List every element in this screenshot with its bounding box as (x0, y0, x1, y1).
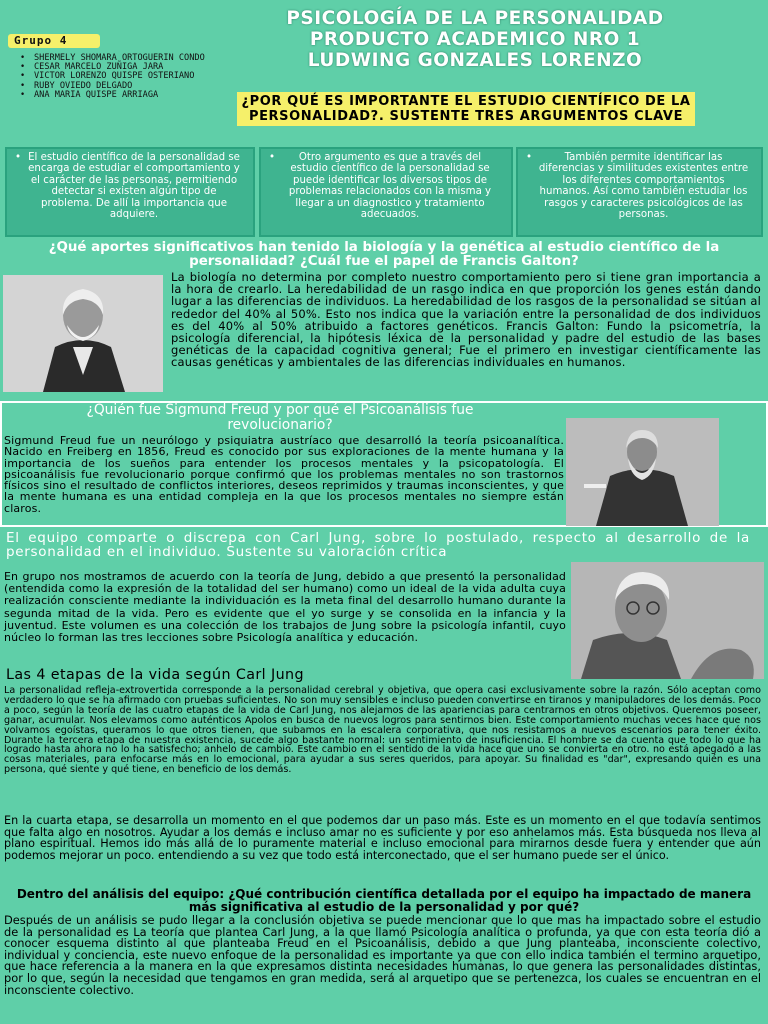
galton-heading: ¿Qué aportes significativos han tenido la biología y la genética al estudio científico de la personalidad? ¿Cuál fue el papel de Francis Galton? (48, 240, 720, 269)
argument-text: Otro argumento es que a través del estudio científico de la personalidad se puede identificar los diversos tipos de problemas relacionados con la misma y llegar a un diagnostico y tratamiento adecuados. (288, 152, 492, 221)
argument-card-1 (5, 147, 255, 237)
stages-text-fourth: En la cuarta etapa, se desarrolla un momento en el que podemos dar un paso más. Este es un momento en el que todavía sentimos que falta algo en nosotros. Ayudar a los demás e incluso amar no es suficiente y por eso anhelamos más. Esta búsqueda nos lleva al plano espiritual. Hemos ido más allá de lo puramente material e incluso emocional para mirarnos desde fuera y entender que aún podemos mejorar un poco. entendiendo a su vez que todo está interconectado, que el ser humano puede ser el único. (4, 814, 761, 862)
member-item: • RUBY OVIEDO DELGADO (20, 82, 235, 91)
galton-text: La biología no determina por completo nuestro comportamiento pero si tiene gran importancia a la hora de crearlo. La heredabilidad de un rasgo indica en que proporción los genes están dando lugar a las diferencias de individuos. La heredabilidad de los rasgos de la personalidad se sitúan al rededor del 40% al 50%. Esto nos indica que la variación entre la personalidad de dos individuos es del 40% al 50% atribuido a factores genéticos. Francis Galton: Fundo la psicometría, la psicología diferencial, la hipótesis léxica de la personalidad y padre del estudio de las bases genéticas de la capacidad cognitiva general; Fue el primero en investigar científicamente las causas genéticas y ambientales de las diferencias individuales en humanos. (171, 270, 761, 370)
bullet-icon: • (526, 152, 533, 163)
title-line-3: LUDWING GONZALES LORENZO (307, 50, 643, 71)
argument-card-3 (516, 147, 763, 237)
group-badge: Grupo 4 (8, 34, 100, 48)
bullet-icon: • (15, 152, 22, 163)
jung-portrait (571, 562, 764, 679)
member-item: • VICTOR LORENZO QUISPE OSTERIANO (20, 72, 235, 81)
freud-portrait (566, 418, 719, 526)
freud-heading: ¿Quién fue Sigmund Freud y por qué el Psicoanálisis fue revolucionario? (86, 402, 474, 433)
analysis-text: Después de un análisis se pudo llegar a la conclusión objetiva se puede mencionar que lo que mas ha impactado sobre el estudio de la personalidad es La teoría que plantea Carl Jung, a la que llamó Psicología analítica o profunda, ya que con esta teoría dió a conocer esquema distinto al que planteaba Freud en el Psicoanálisis, debido a que Jung planteaba, inconsciente colectivo, individual y conciencia, este nuevo enfoque de la personalidad es importante ya que con ello indica también el termino arquetipo, que hace referencia a la manera en la que expresamos distinta necesidades humanas, lo que genera las personalidades distintas, por lo que, según la necesidad que tengamos en gran medida, será al arquetipo que se pertenezca, los cuales se encuentran en el inconsciente colectivo. (4, 913, 761, 997)
stages-text-small: La personalidad refleja-extrovertida corresponde a la personalidad cerebral y objetiva, que opera casi exclusivamente sobre la razón. Sólo aceptan como verdadero lo que se ha afirmado con pruebas suficientes. No son muy sensibles e incluso pueden convertirse en tiranos y manipuladores de los demás. Poco a poco, según la teoría de las cuatro etapas de la vida de Carl Jung, nos alejamos de las apariencias para centrarnos en otros objetivos. Queremos poseer, ganar, acumular. Nos elevamos como auténticos Apolos en busca de nuevos logros para sentirnos bien. Este comportamiento muchas veces hace que nos volvamos egoístas, queramos lo que otros tienen, que subamos en la escalera corporativa, que nos resistamos a nuevos escenarios para tener éxito. Durante la tercera etapa de nuestra existencia, sucede algo bastante normal: un sentimiento de insuficiencia. El hombre se da cuenta que todo lo que ha logrado hasta ahora no lo ha satisfecho; anhelo de cambio. Este cambio en el sentido de la vida hace que uno se convierta en otro. no está apegado a las cosas materiales, para enfocarse más en lo emocional, para ayudar a sus seres queridos, para apoyar. Su finalidad es "dar", expresando quién es una persona, qué siente y qué tiene, en beneficio de los demás. (4, 685, 761, 776)
bullet-icon: • (269, 152, 276, 163)
main-question: ¿POR QUÉ ES IMPORTANTE EL ESTUDIO CIENTÍFICO DE LA PERSONALIDAD?. SUSTENTE TRES ARGUMENTOS CLAVE (237, 92, 695, 126)
galton-portrait (3, 275, 163, 392)
title-line-2: PRODUCTO ACADEMICO NRO 1 (309, 29, 641, 50)
member-item: • CESAR MARCELO ZUÑIGA JARA (20, 63, 235, 72)
poster-title (185, 8, 765, 71)
member-list (20, 54, 235, 100)
title-line-1: PSICOLOGÍA DE LA PERSONALIDAD (286, 8, 664, 29)
argument-cards (5, 147, 763, 237)
argument-text: El estudio científico de la personalidad se encarga de estudiar el comportamiento y el carácter de las personas, permitiendo detectar si existen algún tipo de problema. De allí la importancia que adquiere. (28, 152, 240, 221)
argument-card-2 (259, 147, 513, 237)
analysis-heading: Dentro del análisis del equipo: ¿Qué contribución científica detallada por el equipo ha impactado de manera más significativa al estudio de la personalidad y por qué? (16, 887, 752, 914)
member-item: • SHERMELY SHOMARA ORTOGUERIN CONDO (20, 54, 235, 63)
freud-text: Sigmund Freud fue un neurólogo y psiquiatra austríaco que desarrolló la teoría psicoanalítica. Nacido en Freiberg en 1856, Freud es conocido por sus exploraciones de la mente humana y la importancia de los sueños para entender los procesos mentales y la psicopatología. El psicoanálisis fue revolucionario porque confirmó que los problemas mentales no son trastornos físicos sino el resultado de conflictos interiores, deseos reprimidos y traumas inconscientes, y que la mente humana es una entidad compleja en la que los procesos mentales no siempre están claros. (4, 434, 564, 515)
jung-text: En grupo nos mostramos de acuerdo con la teoría de Jung, debido a que presentó la personalidad (entendida como la expresión de la totalidad del ser humano) como un ideal de la vida adulta cuya realización consciente mediante la individuación es la meta final del desarrollo humano durante la segunda mitad de la vida. Pero es evidente que el yo surge y se consolida en la infancia y la juventud. Este volumen es una colección de los trabajos de Jung sobre la psicología infantil, cuyo núcleo lo forman las tres lecciones sobre Psicología analítica y educación. (4, 570, 566, 645)
member-item: • ANA MARIA QUISPE ARRIAGA (20, 91, 235, 100)
jung-heading: El equipo comparte o discrepa con Carl Jung, sobre lo postulado, respecto al desarrollo de la personalidad en el individuo. Sustente su valoración crítica (6, 530, 750, 560)
stages-heading: Las 4 etapas de la vida según Carl Jung (6, 667, 304, 683)
argument-text: También permite identificar las diferencias y similitudes existentes entre los diferentes comportamientos humanos. Así como también estudiar los rasgos y caracteres psicológicos de las personas. (538, 152, 749, 221)
